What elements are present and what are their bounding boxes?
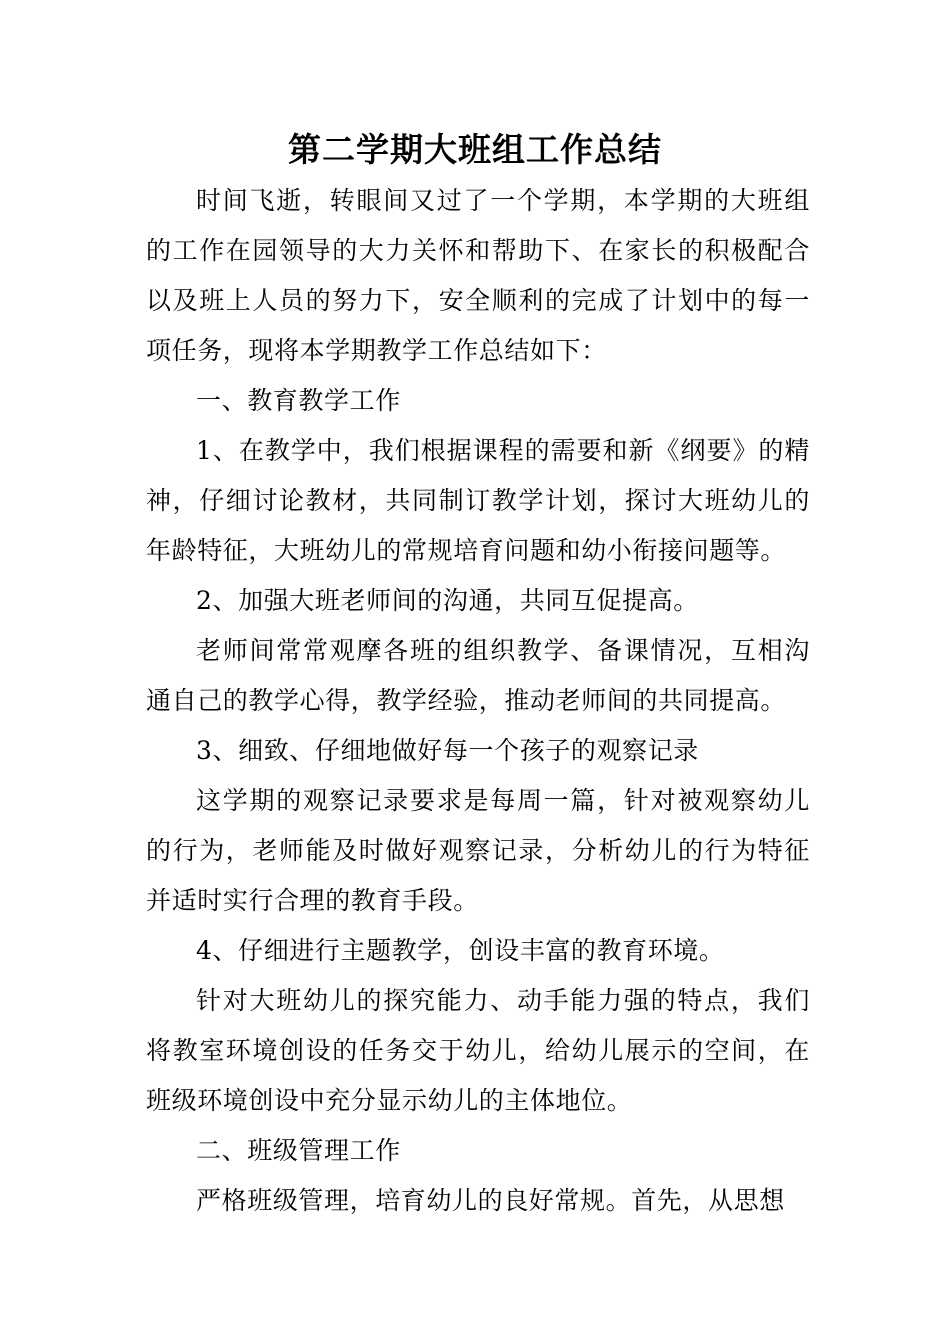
section-heading-teaching: 一、教育教学工作	[196, 386, 401, 415]
paragraph-item-4-heading: 4、仔细进行主题教学，创设丰富的教育环境。	[196, 936, 725, 965]
section-heading-class-management: 二、班级管理工作	[196, 1136, 401, 1165]
paragraph-item-1: 1、在教学中，我们根据课程的需要和新《纲要》的精神，仔细讨论教材，共同制订教学计划，探讨大班幼儿的年龄特征，大班幼儿的常规培育问题和幼小衔接问题等。	[146, 436, 810, 565]
paragraph-item-4-body: 针对大班幼儿的探究能力、动手能力强的特点，我们将教室环境创设的任务交于幼儿，给幼儿展示的空间，在班级环境创设中充分显示幼儿的主体地位。	[146, 986, 810, 1115]
paragraph-intro: 时间飞逝，转眼间又过了一个学期，本学期的大班组的工作在园领导的大力关怀和帮助下、在家长的积极配合以及班上人员的努力下，安全顺利的完成了计划中的每一项任务，现将本学期教学工作总结如下：	[146, 186, 810, 365]
document-body	[146, 176, 810, 1226]
paragraph-class-management: 严格班级管理，培育幼儿的良好常规。首先，从思想	[196, 1186, 785, 1215]
paragraph-item-2-body: 老师间常常观摩各班的组织教学、备课情况，互相沟通自己的教学心得，教学经验，推动老师间的共同提高。	[146, 636, 810, 715]
document-title: 第二学期大班组工作总结	[288, 130, 662, 169]
paragraph-item-3-heading: 3、细致、仔细地做好每一个孩子的观察记录	[196, 736, 699, 765]
paragraph-item-2-heading: 2、加强大班老师间的沟通，共同互促提高。	[196, 586, 699, 615]
paragraph-item-3-body: 这学期的观察记录要求是每周一篇，针对被观察幼儿的行为，老师能及时做好观察记录，分析幼儿的行为特征并适时实行合理的教育手段。	[146, 786, 810, 915]
